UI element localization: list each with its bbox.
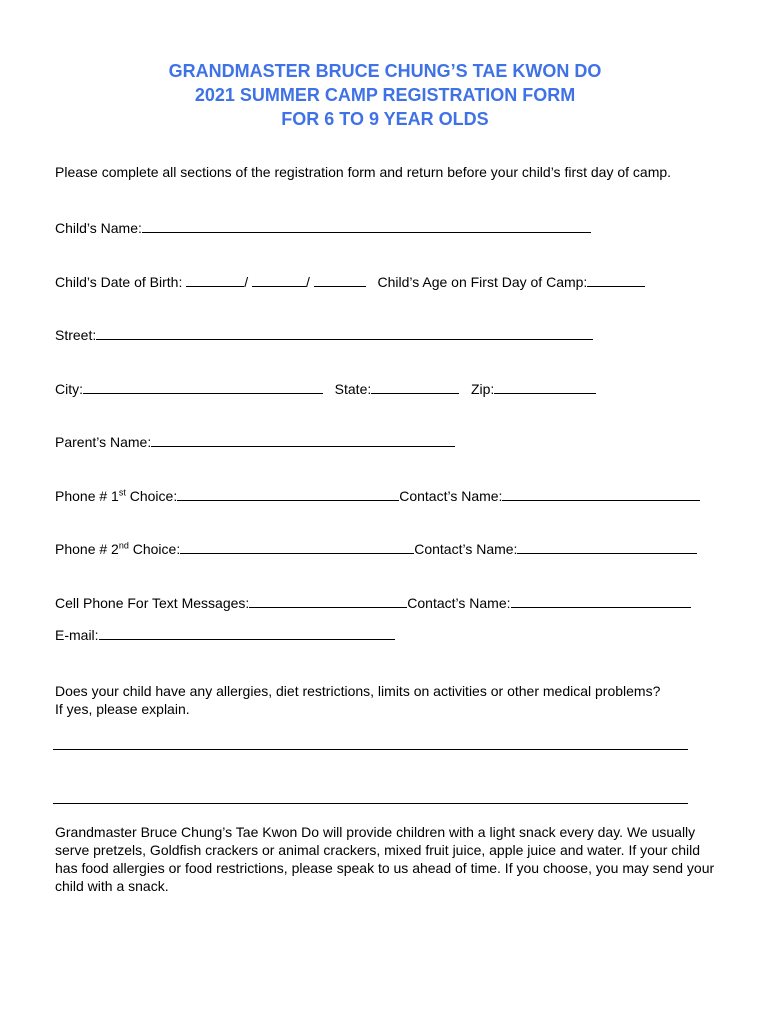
phone1-label: Phone # 1st Choice:: [55, 487, 178, 504]
dob-row: [55, 272, 645, 290]
contact2-label: Contact’s Name:: [414, 541, 518, 557]
phone1-field[interactable]: [177, 486, 399, 501]
cell-row: [55, 593, 691, 611]
child-name-label: Child’s Name:: [55, 220, 142, 236]
dob-month-field[interactable]: [186, 272, 244, 287]
street-field[interactable]: [96, 325, 593, 340]
instructions: Please complete all sections of the registration form and return before your child’s first day of camp.: [55, 164, 672, 180]
explain-line-2[interactable]: [53, 803, 688, 804]
school-name: GRANDMASTER BRUCE CHUNG’S TAE KWON DO: [168, 61, 602, 81]
email-row: [55, 625, 395, 643]
form-title: 2021 SUMMER CAMP REGISTRATION FORM: [194, 85, 576, 105]
contact3-label: Contact’s Name:: [407, 595, 511, 611]
explain-line-1[interactable]: [53, 749, 688, 750]
contact1-field[interactable]: [502, 486, 700, 501]
age-label: Child’s Age on First Day of Camp:: [377, 274, 588, 290]
age-field[interactable]: [587, 272, 645, 287]
phone2-row: [55, 539, 697, 557]
zip-label: Zip:: [470, 381, 495, 397]
dob-day-field[interactable]: [252, 272, 306, 287]
phone1-row: [55, 486, 700, 504]
contact1-label: Contact’s Name:: [399, 488, 503, 504]
email-label: E-mail:: [55, 627, 99, 643]
parent-name-field[interactable]: [151, 432, 455, 447]
cell-label: Cell Phone For Text Messages:: [55, 595, 250, 611]
cell-field[interactable]: [249, 593, 407, 608]
medical-followup: If yes, please explain.: [55, 701, 190, 717]
contact3-field[interactable]: [511, 593, 691, 608]
age-group: FOR 6 TO 9 YEAR OLDS: [281, 109, 489, 129]
dob-label: Child’s Date of Birth:: [55, 274, 183, 290]
contact2-field[interactable]: [517, 539, 697, 554]
dob-year-field[interactable]: [314, 272, 366, 287]
email-field[interactable]: [99, 625, 395, 640]
street-label: Street:: [55, 327, 97, 343]
medical-question: Does your child have any allergies, diet restrictions, limits on activities or other medical problems?: [55, 683, 661, 699]
snack-note: Grandmaster Bruce Chung’s Tae Kwon Do will provide children with a light snack every day. We usually serve pretzels, Goldfish crackers or animal crackers, mixed fruit juice, apple juice and water. If your child has food allergies or food restrictions, please speak to us ahead of time. If you choose, you may send your child with a snack.: [55, 824, 715, 894]
child-name-field[interactable]: [142, 218, 591, 233]
state-label: State:: [334, 381, 372, 397]
medical-section: [55, 682, 745, 718]
city-label: City:: [55, 381, 83, 397]
phone2-field[interactable]: [180, 539, 414, 554]
parent-name-label: Parent’s Name:: [55, 434, 152, 450]
street-row: [55, 325, 593, 343]
city-field[interactable]: [83, 379, 323, 394]
child-name-row: [55, 218, 591, 236]
parent-name-row: [55, 432, 455, 450]
phone2-label: Phone # 2nd Choice:: [55, 540, 181, 557]
zip-field[interactable]: [494, 379, 596, 394]
dob-separator: /: [244, 274, 249, 290]
dob-separator: /: [306, 274, 310, 290]
city-row: [55, 379, 596, 397]
state-field[interactable]: [371, 379, 459, 394]
